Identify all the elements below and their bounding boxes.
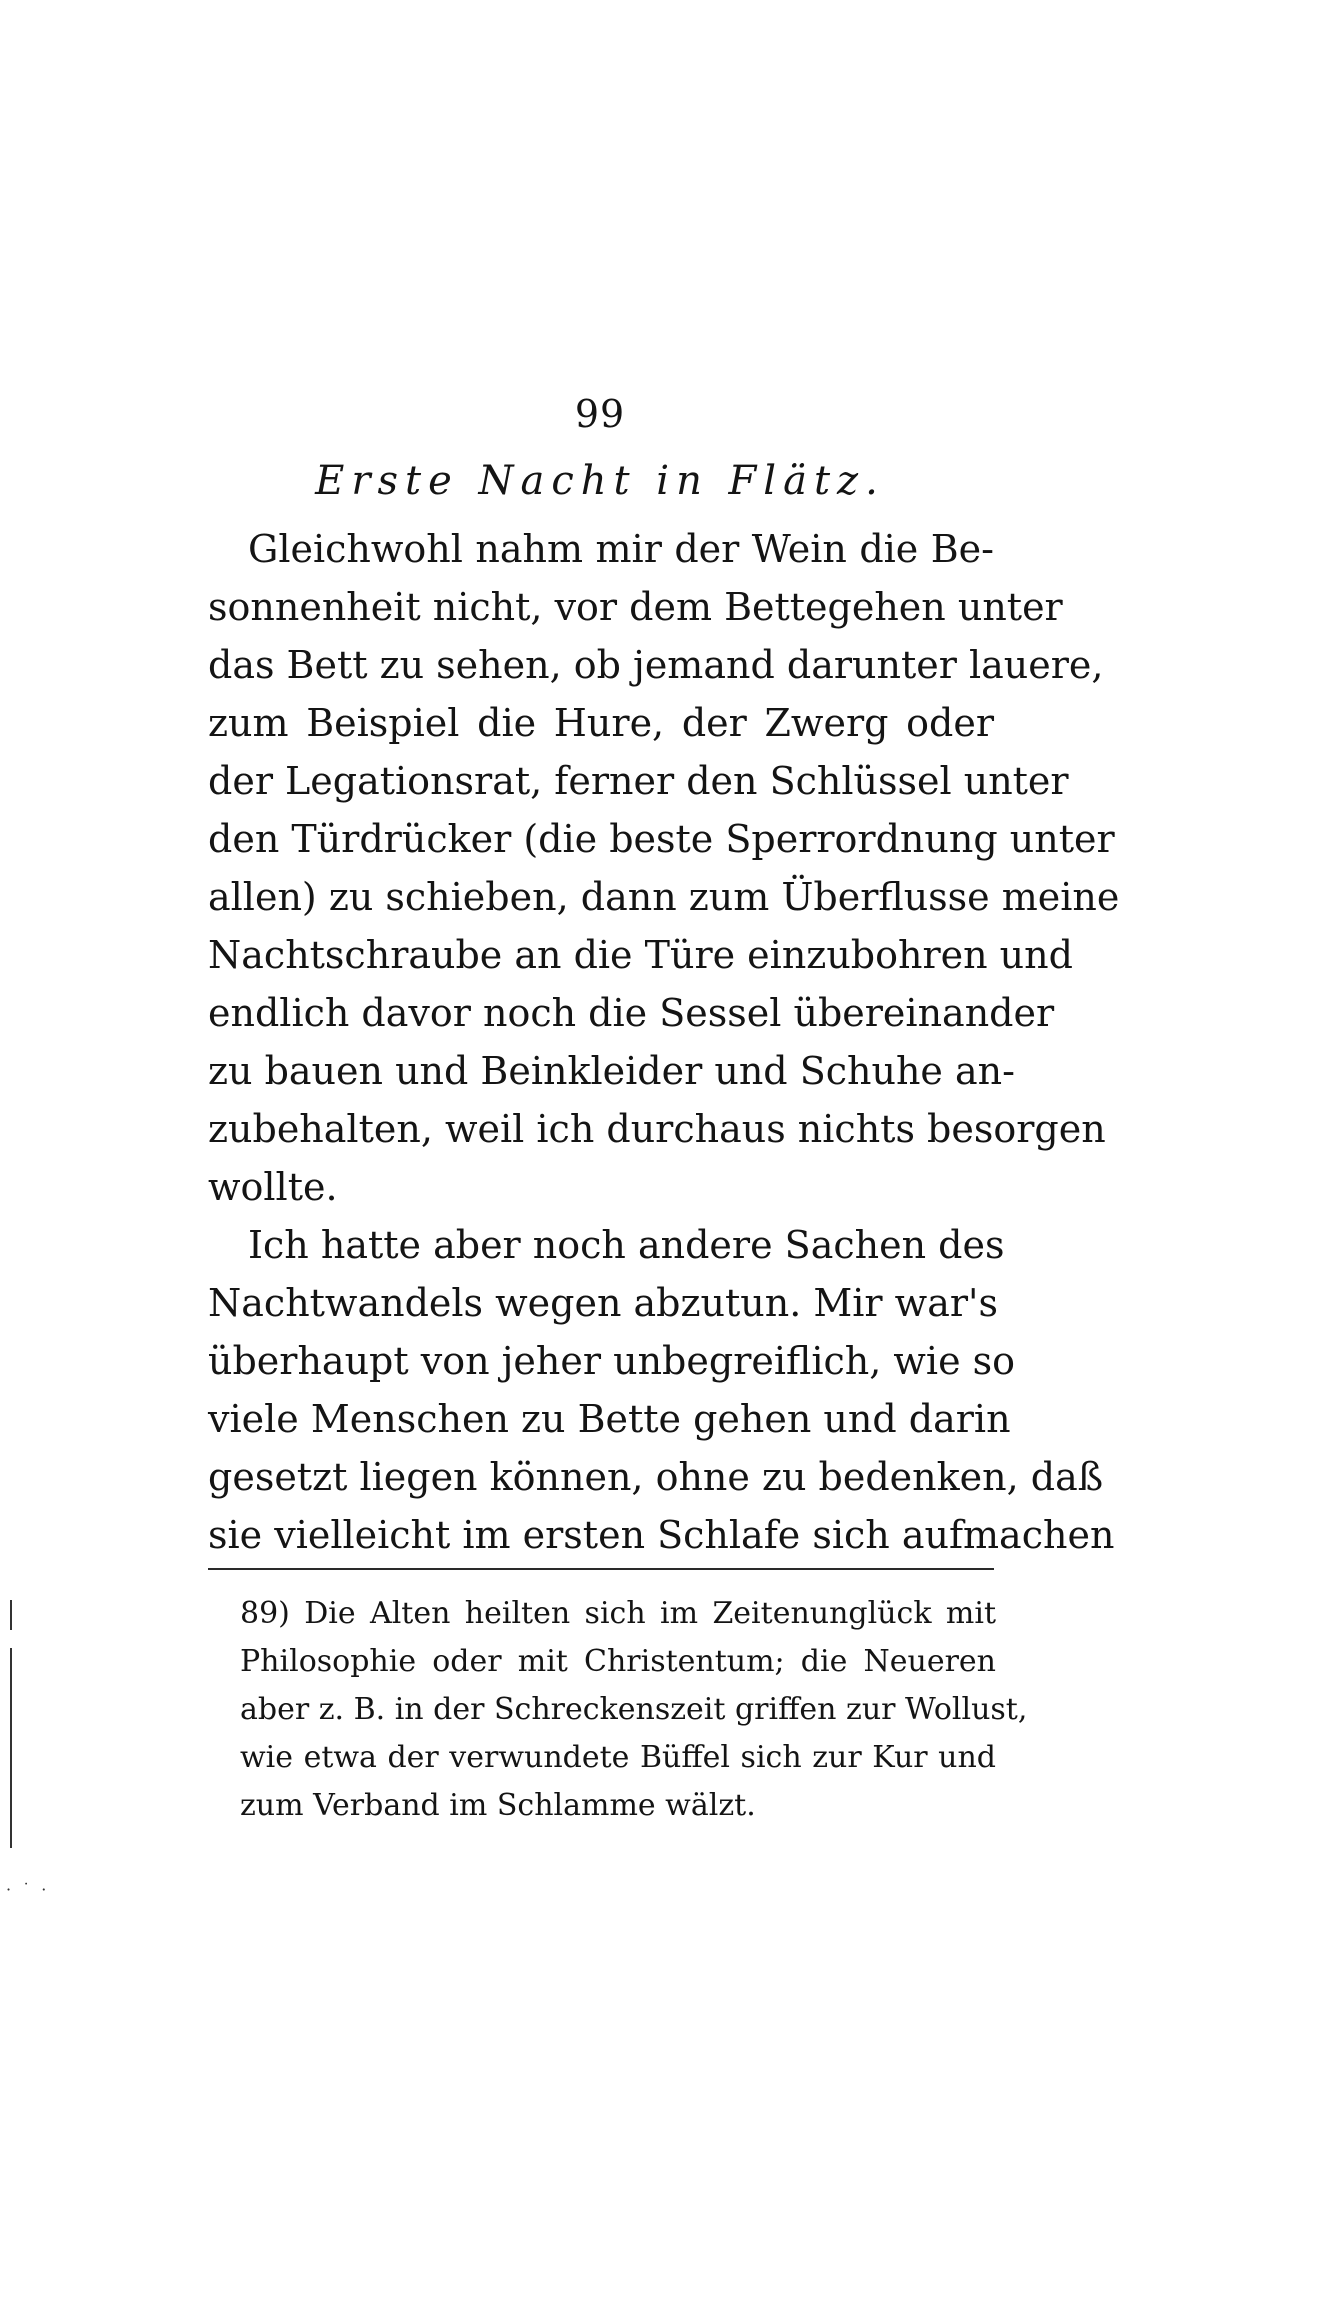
scan-margin-mark [10, 1648, 12, 1848]
body-line: endlich davor noch die Sessel übereinander [208, 991, 1055, 1035]
footnotes [240, 1590, 1028, 1830]
body-line: überhaupt von jeher unbegreiflich, wie so [208, 1339, 1016, 1383]
body-line: sonnenheit nicht, vor dem Bettegehen unter [208, 585, 1063, 629]
scan-margin-specks: · ˙ · [6, 1880, 50, 1899]
scan-margin-mark [10, 1600, 12, 1630]
body-line: zum Beispiel die Hure, der Zwerg oder [208, 701, 994, 745]
footnote-line: 89) Die Alten heilten sich im Zeitenunglück mit [240, 1596, 996, 1631]
body-line: der Legationsrat, ferner den Schlüssel unter [208, 759, 1069, 803]
body-line: wollte. [208, 1165, 338, 1209]
page-number: 99 [574, 392, 626, 436]
body-line: Gleichwohl nahm mir der Wein die Be- [248, 527, 994, 571]
body-line: Nachtschraube an die Türe einzubohren und [208, 933, 1073, 977]
body-line: Ich hatte aber noch andere Sachen des [248, 1223, 1005, 1267]
body-line: den Türdrücker (die beste Sperrordnung unter [208, 817, 1115, 861]
body-line: zubehalten, weil ich durchaus nichts besorgen [208, 1107, 1106, 1151]
body-line: das Bett zu sehen, ob jemand darunter lauere, [208, 643, 1104, 687]
footnote-line: wie etwa der verwundete Büffel sich zur Kur und [240, 1740, 996, 1775]
body-text [208, 520, 1120, 1564]
body-line: Nachtwandels wegen abzutun. Mir war's [208, 1281, 998, 1325]
footnote-line: aber z. B. in der Schreckenszeit griffen zur Wollust, [240, 1692, 1028, 1727]
running-head: Erste Nacht in Flätz. [315, 458, 885, 504]
footnote-line: Philosophie oder mit Christentum; die Neueren [240, 1644, 996, 1679]
body-line: zu bauen und Beinkleider und Schuhe an- [208, 1049, 1015, 1093]
body-line: viele Menschen zu Bette gehen und darin [208, 1397, 1011, 1441]
footnote-rule [208, 1568, 994, 1570]
body-line: sie vielleicht im ersten Schlafe sich aufmachen [208, 1513, 1115, 1557]
footnote-line: zum Verband im Schlamme wälzt. [240, 1788, 756, 1823]
body-line: allen) zu schieben, dann zum Überflusse meine [208, 875, 1120, 919]
body-line: gesetzt liegen können, ohne zu bedenken, daß [208, 1455, 1104, 1499]
